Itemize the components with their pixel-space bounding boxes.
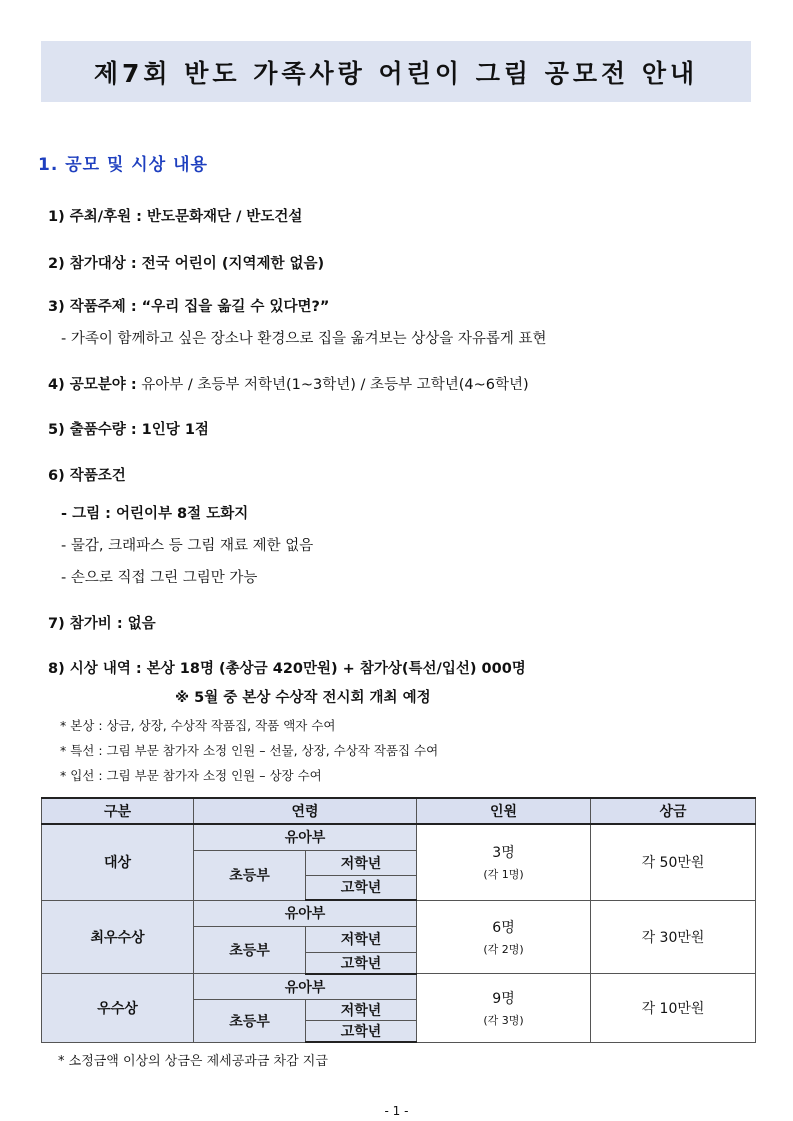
header-age: 연령 bbox=[194, 798, 417, 824]
age-elementary: 초등부 bbox=[194, 926, 306, 974]
age-preschool: 유아부 bbox=[194, 900, 417, 926]
header-count: 인원 bbox=[417, 798, 591, 824]
award-summary: 8) 시상 내역 : 본상 18명 (총상금 420만원) + 참가상(특선/입선) 000명 bbox=[48, 661, 526, 677]
award-count bbox=[417, 900, 591, 974]
condition-hand: - 손으로 직접 그린 그림만 가능 bbox=[61, 570, 258, 586]
condition-material: - 물감, 크래파스 등 그림 재료 제한 없음 bbox=[61, 538, 314, 554]
age-elementary: 초등부 bbox=[194, 850, 306, 900]
count-total: 6명 bbox=[492, 919, 515, 936]
table-row bbox=[42, 974, 756, 1000]
table-header-row bbox=[42, 798, 756, 824]
table-row bbox=[42, 824, 756, 850]
exhibition-note: ※ 5월 중 본상 수상작 전시회 개최 예정 bbox=[175, 690, 431, 706]
quantity-line: 5) 출품수량 : 1인당 1점 bbox=[48, 422, 209, 438]
award-prize: 각 50만원 bbox=[591, 824, 756, 900]
age-preschool: 유아부 bbox=[194, 824, 417, 850]
eligibility-line: 2) 참가대상 : 전국 어린이 (지역제한 없음) bbox=[48, 256, 325, 272]
count-each: (각 2명) bbox=[483, 942, 524, 956]
theme-line: 3) 작품주제 : “우리 집을 옮길 수 있다면?” bbox=[48, 299, 330, 315]
fee-line: 7) 참가비 : 없음 bbox=[48, 616, 156, 632]
title-banner bbox=[41, 41, 751, 102]
note-entry-award: * 입선 : 그림 부문 참가자 소정 인원 – 상장 수여 bbox=[60, 768, 322, 783]
award-prize: 각 30만원 bbox=[591, 900, 756, 974]
header-prize: 상금 bbox=[591, 798, 756, 824]
age-preschool: 유아부 bbox=[194, 974, 417, 1000]
header-category: 구분 bbox=[42, 798, 194, 824]
category-value: 유아부 / 초등부 저학년(1~3학년) / 초등부 고학년(4~6학년) bbox=[141, 377, 529, 393]
conditions-line: 6) 작품조건 bbox=[48, 468, 126, 484]
age-upper-grade: 고학년 bbox=[306, 875, 417, 900]
theme-description: - 가족이 함께하고 싶은 장소나 환경으로 집을 옮겨보는 상상을 자유롭게 표현 bbox=[61, 331, 547, 347]
age-lower-grade: 저학년 bbox=[306, 1000, 417, 1021]
page-title: 제7회 반도 가족사랑 어린이 그림 공모전 안내 bbox=[93, 58, 699, 88]
page-number: - 1 - bbox=[384, 1104, 409, 1118]
age-lower-grade: 저학년 bbox=[306, 926, 417, 952]
age-lower-grade: 저학년 bbox=[306, 850, 417, 875]
award-count bbox=[417, 974, 591, 1043]
condition-paper: - 그림 : 어린이부 8절 도화지 bbox=[61, 506, 249, 522]
count-total: 3명 bbox=[492, 845, 515, 862]
count-each: (각 1명) bbox=[483, 868, 524, 882]
footnote: * 소정금액 이상의 상금은 제세공과금 차감 지급 bbox=[58, 1054, 328, 1069]
award-count bbox=[417, 824, 591, 900]
award-name: 우수상 bbox=[42, 974, 194, 1043]
note-main-award: * 본상 : 상금, 상장, 수상작 작품집, 작품 액자 수여 bbox=[60, 718, 336, 733]
age-elementary: 초등부 bbox=[194, 1000, 306, 1043]
host-line: 1) 주최/후원 : 반도문화재단 / 반도건설 bbox=[48, 209, 303, 225]
section-heading: 1. 공모 및 시상 내용 bbox=[38, 155, 208, 175]
note-special-award: * 특선 : 그림 부문 참가자 소정 인원 – 선물, 상장, 수상작 작품집 수여 bbox=[60, 743, 439, 758]
count-each: (각 3명) bbox=[483, 1013, 524, 1027]
table-row bbox=[42, 900, 756, 926]
award-table bbox=[41, 797, 756, 1043]
age-upper-grade: 고학년 bbox=[306, 1021, 417, 1043]
category-label: 4) 공모분야 : bbox=[48, 377, 137, 393]
category-line bbox=[48, 373, 529, 394]
award-name: 대상 bbox=[42, 824, 194, 900]
award-name: 최우수상 bbox=[42, 900, 194, 974]
count-total: 9명 bbox=[492, 990, 515, 1007]
age-upper-grade: 고학년 bbox=[306, 952, 417, 974]
award-prize: 각 10만원 bbox=[591, 974, 756, 1043]
